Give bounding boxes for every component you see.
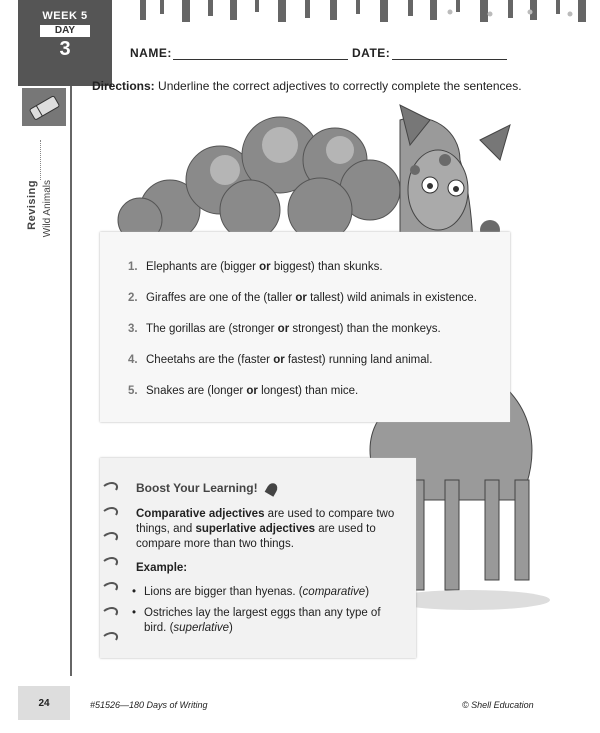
example-bullet-1: • Lions are bigger than hyenas. (comparative) <box>132 586 370 598</box>
term-superlative: superlative adjectives <box>195 523 316 535</box>
sentence-item[interactable] <box>128 292 508 304</box>
directions-label: Directions: <box>92 79 155 93</box>
directions <box>92 79 582 93</box>
sentence-item[interactable] <box>128 323 508 335</box>
example-label: Example: <box>136 562 188 574</box>
sentence-after[interactable]: strongest) than the monkeys. <box>289 323 441 335</box>
day-label: DAY <box>40 25 90 37</box>
example-end: ) <box>365 586 370 598</box>
sentence-before[interactable]: Giraffes are one of the (taller <box>146 292 296 304</box>
day-number: 3 <box>59 38 71 60</box>
side-divider <box>70 86 72 676</box>
sentence-or: or <box>277 323 290 335</box>
sentence-after[interactable]: fastest) running land animal. <box>284 354 433 366</box>
boost-text-part: are used to compare more than two things. <box>136 523 376 550</box>
sentence-number: 4. <box>128 354 138 366</box>
example-end: ) <box>229 622 233 634</box>
sentence-after[interactable]: longest) than mice. <box>257 385 359 397</box>
sentence-or: or <box>246 385 258 397</box>
week-label: WEEK 5 <box>42 10 88 22</box>
sentence-item[interactable] <box>128 385 508 397</box>
boost-title <box>136 481 277 495</box>
boost-text-part: are used to compare two things, and <box>136 508 395 535</box>
sentence-number: 1. <box>128 261 138 273</box>
spiral-binding-icon <box>102 478 122 648</box>
example-term: superlative <box>173 622 230 634</box>
dotted-divider <box>40 140 41 180</box>
topic-label: Wild Animals <box>42 180 53 238</box>
subject-label: Revising <box>26 180 38 230</box>
sentence-before[interactable]: Cheetahs are the (faster <box>146 354 274 366</box>
side-labels <box>24 180 64 300</box>
sentence-after[interactable]: biggest) than skunks. <box>270 261 383 273</box>
example-term: comparative <box>302 586 366 598</box>
eraser-pencil-icon <box>22 88 66 126</box>
footer-copyright: © Shell Education <box>462 700 534 710</box>
directions-text: Underline the correct adjectives to correctly complete the sentences. <box>158 79 522 93</box>
example-text: Ostriches lay the largest eggs than any type of bird. ( <box>144 607 381 634</box>
sentence-or: or <box>259 261 271 273</box>
sentence-item[interactable] <box>128 354 508 366</box>
sentence-before[interactable]: Elephants are (bigger <box>146 261 260 273</box>
page-number: 24 <box>38 698 50 709</box>
week-day-tab <box>18 0 112 86</box>
date-field[interactable] <box>392 59 507 60</box>
name-field[interactable] <box>173 59 348 60</box>
sentence-or: or <box>273 354 285 366</box>
boost-text <box>136 507 406 552</box>
sentence-before[interactable]: Snakes are (longer <box>146 385 247 397</box>
footer-title: #51526—180 Days of Writing <box>90 700 208 710</box>
sentence-after[interactable]: tallest) wild animals in existence. <box>306 292 477 304</box>
example-text: Lions are bigger than hyenas. ( <box>144 586 303 598</box>
sentence-item[interactable] <box>128 261 508 273</box>
sentence-or: or <box>295 292 307 304</box>
sentence-before[interactable]: The gorillas are (stronger <box>146 323 278 335</box>
term-comparative: Comparative adjectives <box>136 508 265 520</box>
header-stripes <box>130 0 600 22</box>
side-strip <box>18 86 70 676</box>
sentence-number: 5. <box>128 385 138 397</box>
sentence-number: 3. <box>128 323 138 335</box>
boost-title-text: Boost Your Learning! <box>136 481 258 495</box>
name-label: NAME: <box>130 46 172 60</box>
sentence-number: 2. <box>128 292 138 304</box>
date-label: DATE: <box>352 46 391 60</box>
example-bullet-2: • Ostriches lay the largest eggs than any type of bird. (superlative) <box>132 607 381 634</box>
